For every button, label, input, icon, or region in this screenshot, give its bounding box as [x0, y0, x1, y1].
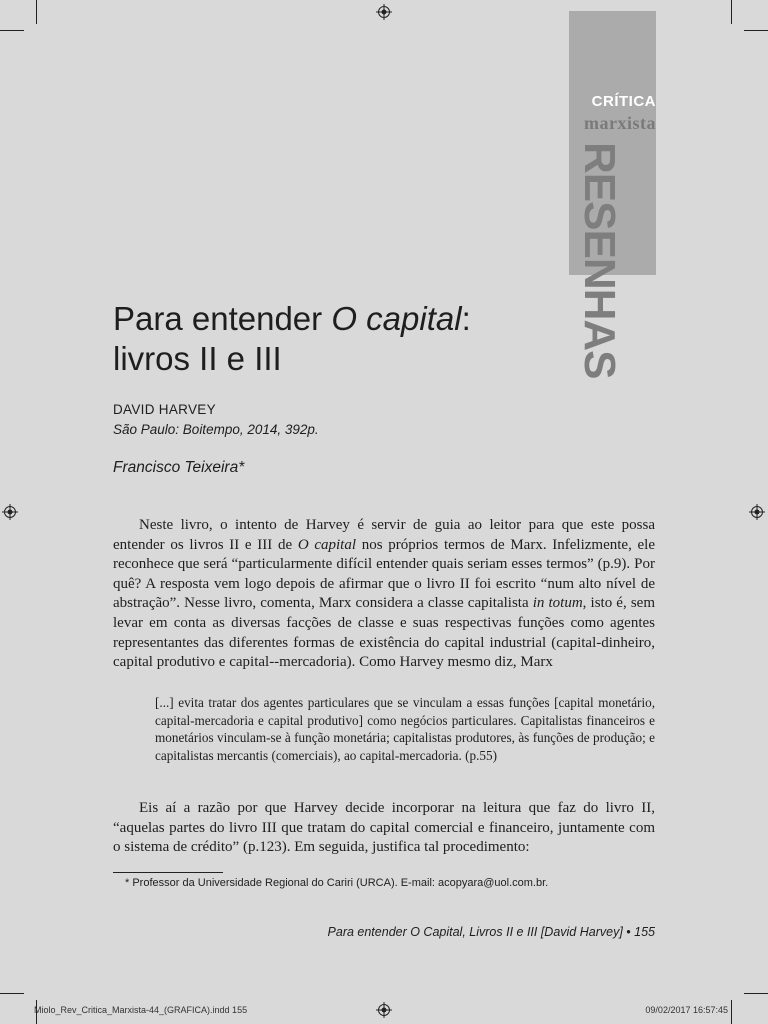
- article-title: [113, 299, 553, 379]
- registration-mark-icon: [749, 504, 765, 520]
- running-footer: [328, 925, 655, 939]
- printer-slug-date: 09/02/2017 16:57:45: [645, 1005, 728, 1015]
- reviewer-name: Francisco Teixeira*: [113, 459, 245, 476]
- crop-mark: [744, 30, 768, 31]
- printer-slug-file: Miolo_Rev_Critica_Marxista-44_(GRAFICA).indd 155: [34, 1005, 248, 1015]
- book-author: DAVID HARVEY: [113, 402, 216, 417]
- crop-mark: [0, 30, 24, 31]
- journal-name-line1: CRÍTICA: [591, 93, 656, 110]
- body-paragraph: [113, 799, 655, 858]
- section-label: RESENHAS: [575, 142, 624, 379]
- footnote: * Professor da Universidade Regional do Cariri (URCA). E-mail: acopyara@uol.com.br.: [125, 877, 549, 889]
- footnote-rule: [113, 872, 223, 873]
- text-run: Neste livro, o intento de Harvey é servir de guia ao leitor para que este possa entender os livros II e III de: [113, 517, 655, 553]
- footer-page: • 155: [622, 925, 655, 939]
- footer-text-italic: Livros II e III [David Harvey]: [469, 925, 623, 939]
- registration-mark-icon: [2, 504, 18, 520]
- text-run: , isto é, sem levar em conta as diversas facções de classe e suas respectivas funções como agentes representantes das diferentes formas de existência do capital industrial (capital-dinheiro, capital produtivo e capital--mercadoria). Como Harvey mesmo diz, Marx: [113, 595, 655, 671]
- crop-mark: [36, 0, 37, 24]
- body-paragraph: [113, 516, 655, 673]
- text-run: Eis aí a razão por que Harvey decide incorporar na leitura que faz do livro II, “aquelas partes do livro III que tratam do capital comercial e financeiro, juntamente com o sistema de crédito” (p.123). Em seguida, justifica tal procedimento:: [113, 800, 655, 856]
- crop-mark: [731, 1000, 732, 1024]
- title-italic: O capital: [331, 300, 462, 337]
- crop-mark: [0, 993, 24, 994]
- title-part: Para entender: [113, 300, 332, 337]
- registration-mark-icon: [376, 4, 392, 20]
- text-run: nos próprios termos de Marx. Infelizmente, ele reconhece que será “particularmente difícil entender quais seriam esses termos” (p.9). Por quê? A resposta vem logo depois de afirmar que o livro II foi escrito “num alto nível de abstração”. Nesse livro, comenta, Marx considera a classe capitalista: [113, 536, 655, 612]
- journal-name-line2: marxista: [584, 113, 656, 133]
- crop-mark: [731, 0, 732, 24]
- block-quote: [...] evita tratar dos agentes particulares que se vinculam a essas funções [capital monetário, capital-mercadoria e capital produtivo] como negócios particulares. Capitalistas financeiros e monetários vinculam-se à função monetária; capitalistas produtores, às funções de produção; e capitalistas mercantis (comerciais), ao capital-mercadoria. (p.55): [155, 695, 655, 763]
- footer-text: Para entender O Capital,: [327, 925, 470, 939]
- crop-mark: [744, 993, 768, 994]
- text-run-italic: O capital: [297, 536, 357, 553]
- text-run-italic: in totum: [532, 595, 583, 612]
- title-part: : livros II e III: [113, 300, 471, 377]
- registration-mark-icon: [376, 1002, 392, 1018]
- book-publication: São Paulo: Boitempo, 2014, 392p.: [113, 422, 319, 437]
